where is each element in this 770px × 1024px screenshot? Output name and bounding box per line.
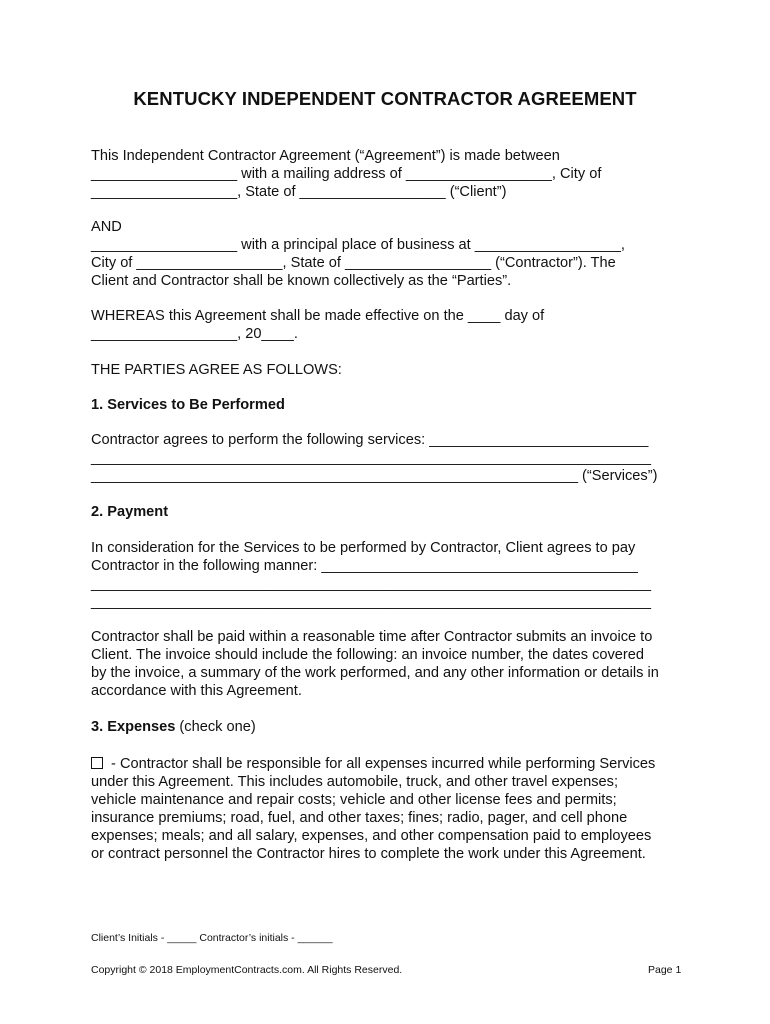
- section-2-heading: [91, 503, 691, 521]
- expenses-line: expenses; meals; and all salary, expenses, and other compensation paid to employees: [91, 828, 652, 844]
- copyright-notice: Copyright © 2018 EmploymentContracts.com. All Rights Reserved.: [91, 964, 403, 976]
- payment-line: In consideration for the Services to be performed by Contractor, Client agrees to pay: [91, 540, 636, 556]
- and-line: City of __________________, State of __________________ (“Contractor”). The: [91, 255, 616, 271]
- payment-line: _____________________________________________________________________: [91, 594, 652, 610]
- whereas-line: WHEREAS this Agreement shall be made effective on the ____ day of: [91, 308, 545, 324]
- and-line: Client and Contractor shall be known collectively as the “Parties”.: [91, 273, 512, 289]
- expenses-line: under this Agreement. This includes automobile, truck, and other travel expenses;: [91, 774, 619, 790]
- invoice-line: by the invoice, a summary of the work performed, and any other information or details in: [91, 665, 659, 681]
- section-heading: 1. Services to Be Performed: [91, 397, 285, 413]
- expenses-line: or contract personnel the Contractor hires to complete the work under this Agreement.: [91, 846, 646, 862]
- intro-line: __________________, State of __________________ (“Client”): [91, 184, 507, 200]
- agree-line: THE PARTIES AGREE AS FOLLOWS:: [91, 362, 342, 378]
- and-paragraph: [91, 218, 691, 290]
- document-title: KENTUCKY INDEPENDENT CONTRACTOR AGREEMENT: [133, 88, 637, 109]
- services-line: Contractor agrees to perform the following services: ___________________________: [91, 432, 649, 448]
- intro-line: __________________ with a mailing address of __________________, City of: [91, 166, 602, 182]
- section-heading: 3. Expenses: [91, 719, 176, 735]
- initials-line: Client’s Initials - _____ Contractor’s initials - ______: [91, 932, 333, 944]
- whereas-paragraph: [91, 307, 691, 343]
- invoice-paragraph: [91, 628, 691, 700]
- and-line: __________________ with a principal place of business at __________________,: [91, 237, 625, 253]
- agree-paragraph: [91, 361, 691, 379]
- expenses-line: - Contractor shall be responsible for all expenses incurred while performing Services: [107, 756, 656, 772]
- services-paragraph: [91, 431, 691, 485]
- services-line: ____________________________________________________________ (“Services”): [91, 468, 658, 484]
- intro-line: This Independent Contractor Agreement (“Agreement”) is made between: [91, 148, 560, 164]
- services-line: _____________________________________________________________________: [91, 450, 652, 466]
- expenses-paragraph: [91, 755, 691, 863]
- expenses-line: vehicle maintenance and repair costs; vehicle and other license fees and permits;: [91, 792, 617, 808]
- section-3-heading: [91, 718, 691, 736]
- expenses-checkbox[interactable]: [91, 757, 103, 769]
- invoice-line: accordance with this Agreement.: [91, 683, 302, 699]
- and-line: AND: [91, 219, 122, 235]
- section-heading: 2. Payment: [91, 504, 169, 520]
- section-heading-note: (check one): [175, 719, 256, 735]
- payment-line: _____________________________________________________________________: [91, 576, 652, 592]
- section-1-heading: [91, 396, 691, 414]
- expenses-line: insurance premiums; road, fuel, and other taxes; fines; radio, pager, and cell phone: [91, 810, 628, 826]
- payment-line: Contractor in the following manner: _______________________________________: [91, 558, 638, 574]
- page-number: Page 1: [648, 964, 682, 976]
- invoice-line: Client. The invoice should include the following: an invoice number, the dates covered: [91, 647, 645, 663]
- invoice-line: Contractor shall be paid within a reasonable time after Contractor submits an invoice to: [91, 629, 653, 645]
- payment-paragraph: [91, 539, 691, 611]
- intro-paragraph: [91, 147, 691, 201]
- whereas-line: __________________, 20____.: [91, 326, 298, 342]
